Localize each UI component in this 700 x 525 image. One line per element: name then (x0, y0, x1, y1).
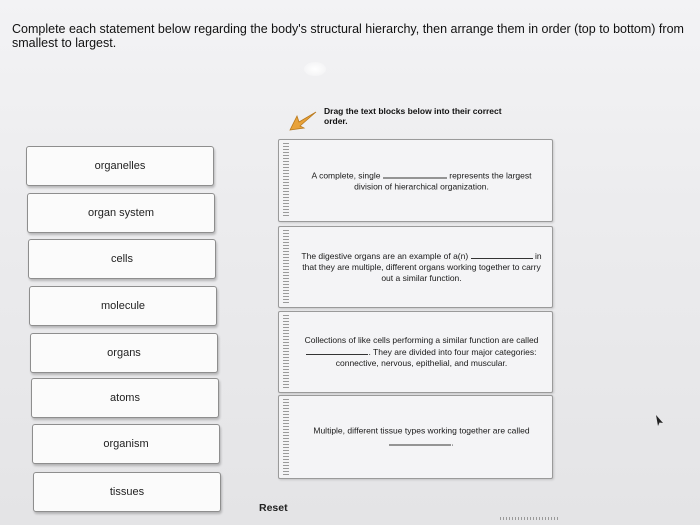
answer-blank[interactable] (389, 437, 451, 446)
statement-block[interactable] (278, 139, 553, 222)
statement-text: A complete, single represents the largest division of hierarchical organization. (311, 170, 532, 191)
mouse-cursor-icon (655, 415, 664, 426)
arrow-icon (288, 110, 318, 134)
answer-blank[interactable] (306, 346, 368, 355)
statement-text: Collections of like cells performing a similar function are called . They are divided into four major categories: connective, nervous, epithelial, and muscular. (304, 335, 539, 368)
chip-label: atoms (110, 392, 140, 404)
drag-handle[interactable] (283, 143, 289, 218)
chip-label: organs (107, 347, 141, 359)
chip-organism[interactable] (32, 424, 220, 464)
chip-organelles[interactable] (26, 146, 214, 186)
statement-block[interactable] (278, 311, 553, 393)
screen-glare (304, 62, 326, 76)
chip-organs[interactable] (30, 333, 218, 373)
chip-atoms[interactable] (31, 378, 219, 418)
answer-blank[interactable] (471, 250, 533, 259)
chip-cells[interactable] (28, 239, 216, 279)
statement-text: The digestive organs are an example of a(n) in that they are multiple, different organs working together to carry out a similar function. (301, 251, 542, 283)
chip-tissues[interactable] (33, 472, 221, 512)
reset-button[interactable]: Reset (259, 502, 288, 514)
statement-block[interactable] (278, 226, 553, 308)
divider (500, 517, 560, 520)
chip-label: organ system (87, 207, 155, 219)
drag-hint-text: Drag the text blocks below into their correct order. (324, 106, 502, 126)
chip-label: organelles (94, 160, 146, 172)
drag-handle[interactable] (283, 315, 289, 389)
chip-label: tissues (109, 486, 145, 498)
chip-label: organism (103, 438, 149, 450)
drag-handle[interactable] (283, 399, 289, 475)
instructions-text: Complete each statement below regarding the body's structural hierarchy, then arrange them in order (top to bottom) from smallest to largest. (12, 22, 684, 50)
chip-label: cells (110, 253, 133, 265)
statement-block[interactable] (278, 395, 553, 479)
answer-blank[interactable] (383, 169, 447, 178)
drag-handle[interactable] (283, 230, 289, 304)
chip-label: molecule (100, 300, 146, 312)
statement-text: Multiple, different tissue types working together are called . (313, 425, 530, 448)
chip-organ-system[interactable] (27, 193, 215, 233)
chip-molecule[interactable] (29, 286, 217, 326)
